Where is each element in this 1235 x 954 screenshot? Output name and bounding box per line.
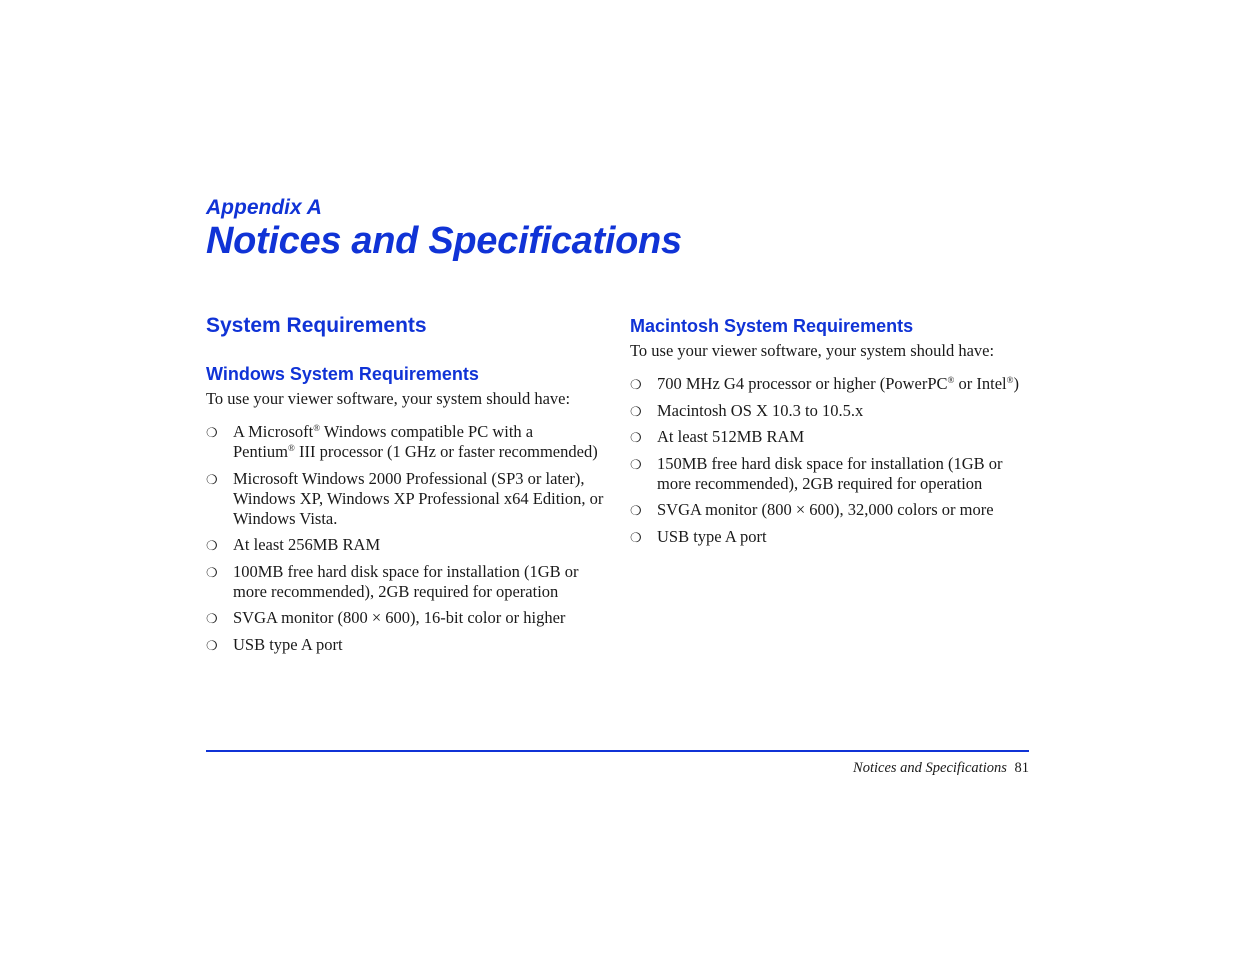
list-item — [206, 635, 616, 655]
item-text: more recommended), 2GB required for operation — [657, 473, 983, 493]
appendix-label: Appendix A — [206, 196, 322, 219]
list-item — [630, 454, 1030, 494]
item-text: USB type A port — [233, 634, 343, 654]
bullet-icon: ❍ — [630, 529, 642, 545]
item-text: Windows Vista. — [233, 508, 338, 528]
list-item — [630, 401, 1030, 421]
list-item — [630, 527, 1030, 547]
page-title: Notices and Specifications — [206, 220, 682, 262]
list-item — [206, 608, 616, 628]
registered-mark: ® — [1006, 375, 1014, 385]
windows-requirements-list — [206, 422, 616, 661]
list-item — [630, 374, 1030, 394]
bullet-icon: ❍ — [206, 538, 218, 553]
item-text: A Microsoft — [233, 422, 314, 441]
item-text: Microsoft Windows 2000 Professional (SP3 or later), — [233, 468, 585, 488]
list-item — [206, 422, 616, 462]
item-text: At least 512MB RAM — [657, 427, 805, 446]
item-text: SVGA monitor (800 × 600), 32,000 colors or more — [657, 500, 994, 519]
windows-requirements-heading: Windows System Requirements — [206, 364, 479, 384]
section-heading: System Requirements — [206, 314, 427, 337]
bullet-icon: ❍ — [630, 456, 642, 472]
list-item — [206, 535, 616, 555]
bullet-icon: ❍ — [630, 503, 642, 518]
list-item — [630, 427, 1030, 447]
bullet-icon: ❍ — [206, 564, 218, 580]
windows-intro-text: To use your viewer software, your system should have: — [206, 389, 571, 408]
bullet-icon: ❍ — [206, 425, 218, 440]
item-text: SVGA monitor (800 × 600), 16-bit color or higher — [233, 608, 566, 627]
page-footer — [853, 760, 1029, 777]
item-text: or Intel — [954, 374, 1007, 393]
item-text: Windows compatible PC with a — [320, 422, 534, 441]
mac-intro-text: To use your viewer software, your system should have: — [630, 341, 995, 360]
list-item — [206, 469, 616, 529]
item-text: At least 256MB RAM — [233, 535, 381, 554]
item-text: Windows XP, Windows XP Professional x64 Edition, or — [233, 488, 604, 508]
item-text: 100MB free hard disk space for installation (1GB or — [233, 561, 579, 581]
footer-running-title: Notices and Specifications — [853, 760, 1007, 776]
item-text: ) — [1013, 374, 1019, 393]
footer-divider — [206, 750, 1029, 752]
list-item — [206, 562, 616, 602]
registered-mark: ® — [313, 423, 321, 433]
page-number: 81 — [1014, 760, 1029, 776]
bullet-icon: ❍ — [206, 637, 218, 653]
registered-mark: ® — [947, 375, 955, 385]
list-item — [630, 500, 1030, 520]
bullet-icon: ❍ — [630, 430, 642, 445]
mac-requirements-heading: Macintosh System Requirements — [630, 316, 914, 336]
bullet-icon: ❍ — [630, 403, 642, 419]
bullet-icon: ❍ — [206, 471, 218, 487]
item-text: III processor (1 GHz or faster recommended) — [294, 442, 598, 461]
item-text: 700 MHz G4 processor or higher (PowerPC — [657, 374, 948, 393]
registered-mark: ® — [288, 443, 295, 453]
bullet-icon: ❍ — [206, 611, 218, 626]
bullet-icon: ❍ — [630, 377, 642, 392]
mac-requirements-list — [630, 374, 1030, 553]
item-text: Pentium — [233, 442, 289, 461]
item-text: more recommended), 2GB required for operation — [233, 581, 559, 601]
item-text: 150MB free hard disk space for installation (1GB or — [657, 453, 1003, 473]
item-text: Macintosh OS X 10.3 to 10.5.x — [657, 400, 864, 420]
item-text: USB type A port — [657, 526, 767, 546]
